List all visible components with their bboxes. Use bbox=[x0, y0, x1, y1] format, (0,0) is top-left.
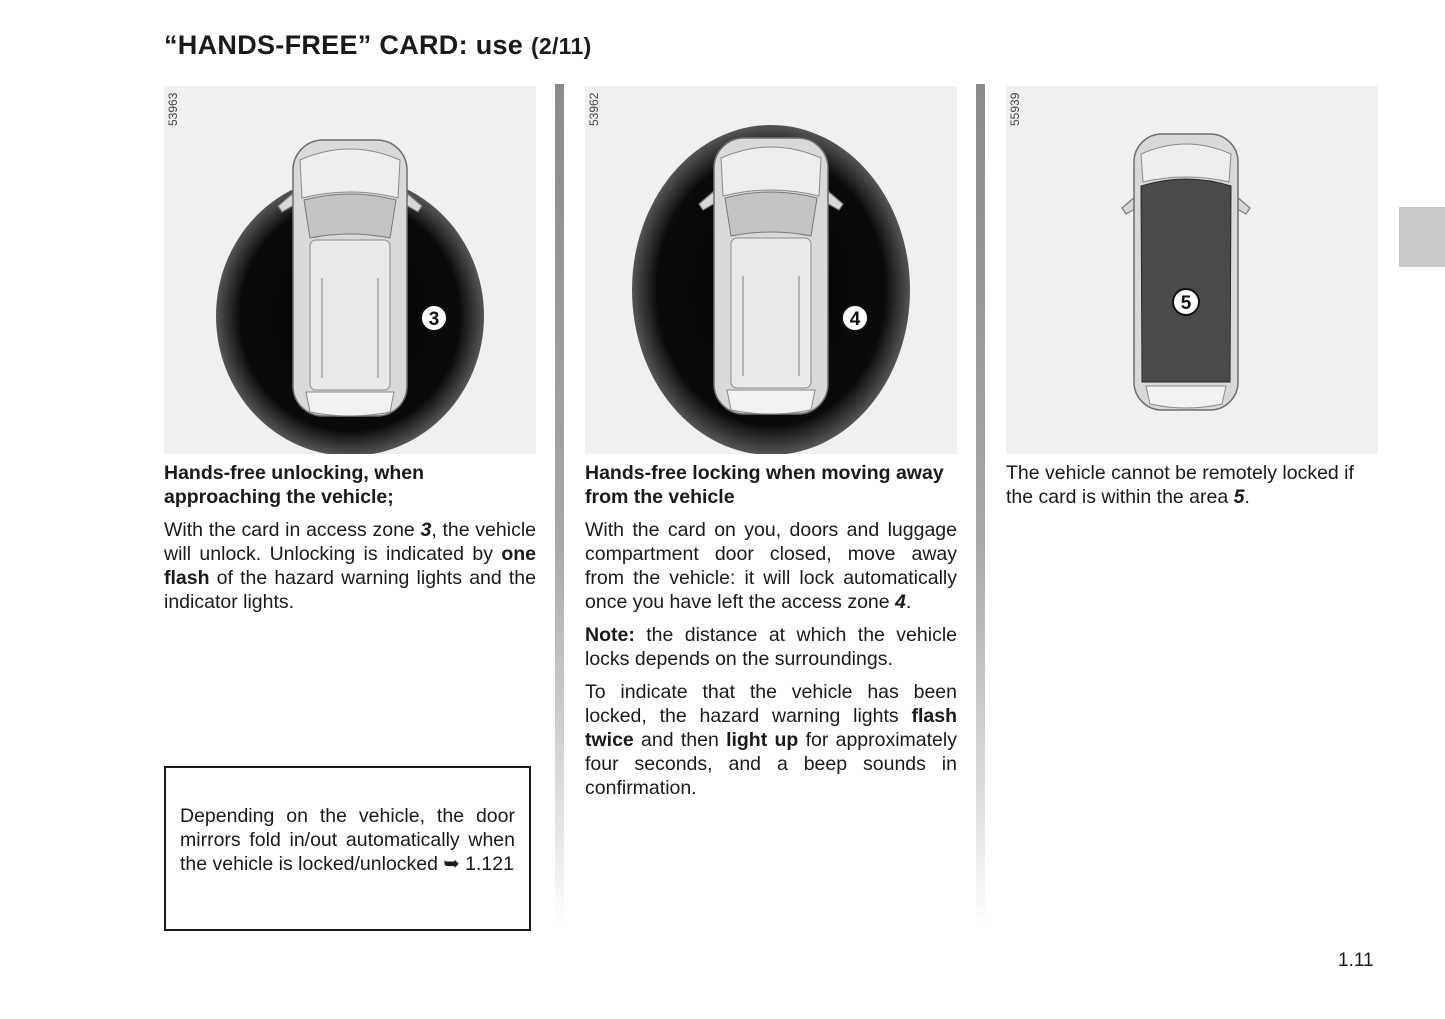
column-separator bbox=[976, 84, 985, 924]
section-heading: Hands-free locking when moving away from the vehicle bbox=[585, 462, 944, 508]
zone-label: 5 bbox=[1180, 293, 1192, 314]
column-unlocking bbox=[164, 461, 536, 623]
figure-unlocking-zone bbox=[164, 86, 536, 454]
paragraph: The vehicle cannot be remotely locked if the card is within the area 5. bbox=[1006, 462, 1354, 508]
section-tab bbox=[1399, 207, 1445, 267]
figure-number: 55939 bbox=[1008, 92, 1022, 126]
paragraph: With the card on you, doors and luggage compartment door closed, move away from the vehicle: it will lock automatically once you have left the access zone 4. bbox=[585, 519, 957, 613]
note-box bbox=[164, 766, 531, 931]
page-title-sub: (2/11) bbox=[530, 33, 592, 59]
column-separator bbox=[555, 84, 564, 924]
arrow-icon: ➥ bbox=[443, 853, 460, 875]
zone-label: 4 bbox=[849, 309, 861, 330]
page-number: 1.11 bbox=[1338, 950, 1374, 971]
paragraph-note: Note: the distance at which the vehicle locks depends on the surroundings. bbox=[585, 624, 957, 670]
page-title bbox=[164, 30, 592, 61]
zone-label: 3 bbox=[428, 309, 440, 330]
page-title-main: “HANDS-FREE” CARD: use bbox=[164, 30, 524, 60]
figure-interior-area bbox=[1006, 86, 1378, 454]
column-remote-lock bbox=[1006, 461, 1378, 518]
interior-area bbox=[1141, 179, 1231, 382]
paragraph: With the card in access zone 3, the vehicle will unlock. Unlocking is indicated by one flash of the hazard warning lights and the indicator lights. bbox=[164, 519, 536, 613]
note-text: Depending on the vehicle, the door mirrors fold in/out automatically when the vehicle is locked/unlocked bbox=[180, 805, 515, 875]
figure-locking-zone bbox=[585, 86, 957, 454]
page-reference: 1.121 bbox=[465, 853, 514, 875]
figure-number: 53962 bbox=[587, 92, 601, 126]
paragraph: To indicate that the vehicle has been locked, the hazard warning lights flash twice and then light up for approximately four seconds, and a beep sounds in confirmation. bbox=[585, 681, 957, 799]
section-heading: Hands-free unlocking, when approaching the vehicle; bbox=[164, 462, 425, 508]
column-locking bbox=[585, 461, 957, 809]
figure-number: 53963 bbox=[166, 92, 180, 126]
